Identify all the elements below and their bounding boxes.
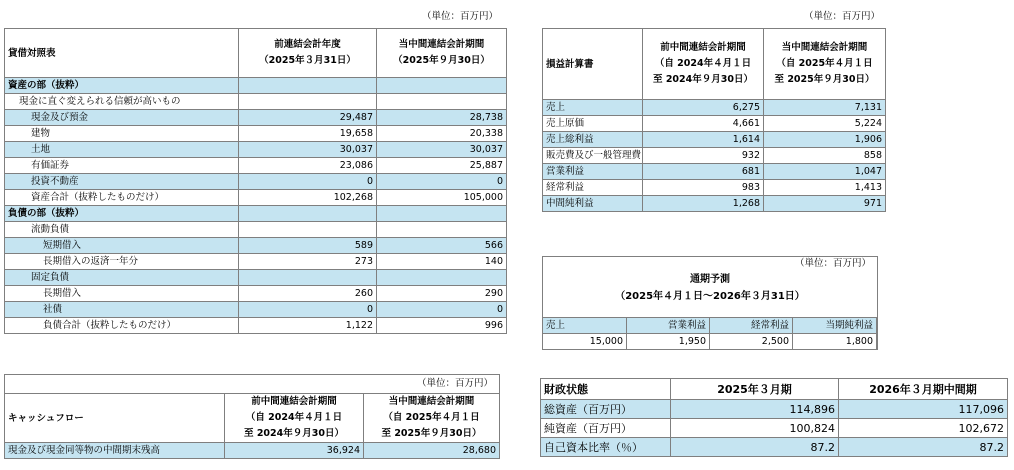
income-row-value-1: 681 [643, 164, 764, 180]
balance-row-value-2: 20,338 [377, 126, 507, 142]
income-row-label: 経常利益 [543, 180, 643, 196]
income-row-value-2: 5,224 [764, 116, 886, 132]
balance-row-value-1 [239, 222, 377, 238]
financial-title: 財政状態 [541, 379, 671, 400]
income-col1-header: 前中間連結会計期間 （自 2024年４月１日 至 2024年９月30日） [643, 29, 764, 100]
income-row [543, 196, 886, 212]
income-col2-header: 当中間連結会計期間 （自 2025年４月１日 至 2025年９月30日） [764, 29, 886, 100]
balance-row-value-1: 0 [239, 174, 377, 190]
forecast-box [542, 256, 878, 350]
balance-row [5, 238, 507, 254]
income-row-label: 売上 [543, 100, 643, 116]
cashflow-panel [4, 374, 500, 459]
balance-row-label: 現金及び預金 [5, 110, 239, 126]
balance-row-value-2: 30,037 [377, 142, 507, 158]
forecast-panel [542, 256, 878, 350]
balance-row-value-1 [239, 270, 377, 286]
balance-row-value-1: 23,086 [239, 158, 377, 174]
balance-row-value-2: 28,738 [377, 110, 507, 126]
cashflow-row-value-1: 36,924 [225, 443, 364, 459]
balance-row-label: 建物 [5, 126, 239, 142]
income-row-value-1: 1,614 [643, 132, 764, 148]
balance-row-value-1: 589 [239, 238, 377, 254]
balance-row-value-2: 290 [377, 286, 507, 302]
balance-row-label: 社債 [5, 302, 239, 318]
income-row [543, 180, 886, 196]
balance-row [5, 286, 507, 302]
forecast-header-cell: 売上 [543, 318, 627, 334]
financial-row-value-2: 102,672 [839, 419, 1008, 438]
income-row-label: 中間純利益 [543, 196, 643, 212]
forecast-value-cell: 1,800 [793, 334, 877, 350]
balance-col1-header: 前連結会計年度 （2025年３月31日） [239, 29, 377, 78]
balance-row [5, 270, 507, 286]
cashflow-unit-label: （単位：百万円） [416, 378, 493, 389]
balance-row-value-2: 105,000 [377, 190, 507, 206]
financial-row-value-1: 87.2 [671, 438, 839, 457]
balance-row-label: 固定負債 [5, 270, 239, 286]
balance-row-value-1: 0 [239, 302, 377, 318]
balance-row-value-2: 25,887 [377, 158, 507, 174]
income-row [543, 164, 886, 180]
balance-row [5, 206, 507, 222]
financial-position-panel [540, 378, 1008, 457]
balance-row-value-2: 140 [377, 254, 507, 270]
forecast-table [542, 317, 877, 350]
financial-row [541, 400, 1008, 419]
balance-row-value-2 [377, 78, 507, 94]
financial-row-value-1: 100,824 [671, 419, 839, 438]
balance-row-label: 長期借入 [5, 286, 239, 302]
financial-row [541, 419, 1008, 438]
income-statement-panel [542, 6, 886, 212]
income-statement-table [542, 28, 886, 212]
balance-row-label: 投資不動産 [5, 174, 239, 190]
balance-unit-label: （単位：百万円） [421, 11, 498, 22]
forecast-header-cell: 営業利益 [627, 318, 710, 334]
balance-row-value-2: 0 [377, 174, 507, 190]
balance-row [5, 222, 507, 238]
financial-col1-header: 2025年３月期 [671, 379, 839, 400]
balance-row-label: 資産合計（抜粋したものだけ） [5, 190, 239, 206]
cashflow-title: キャッシュフロー [5, 394, 225, 443]
balance-row-label: 負債の部（抜粋） [5, 206, 239, 222]
cashflow-col2-header: 当中間連結会計期間 （自 2025年４月１日 至 2025年９月30日） [364, 394, 500, 443]
cashflow-table [4, 393, 500, 459]
financial-position-table [540, 378, 1008, 457]
balance-row-value-1 [239, 94, 377, 110]
financial-col2-header: 2026年３月期中間期 [839, 379, 1008, 400]
financial-row-value-2: 87.2 [839, 438, 1008, 457]
forecast-header-row [543, 318, 877, 334]
balance-row-value-1: 29,487 [239, 110, 377, 126]
balance-row-label: 短期借入 [5, 238, 239, 254]
balance-row-value-2 [377, 270, 507, 286]
cashflow-row [5, 443, 500, 459]
balance-row-value-2: 996 [377, 318, 507, 334]
balance-row-value-1 [239, 78, 377, 94]
balance-row [5, 190, 507, 206]
balance-row-value-1: 260 [239, 286, 377, 302]
balance-row-value-1: 30,037 [239, 142, 377, 158]
forecast-unit-label: （単位：百万円） [794, 258, 871, 269]
balance-row-value-1: 19,658 [239, 126, 377, 142]
balance-sheet-table [4, 28, 507, 334]
balance-row-label: 長期借入の返済一年分 [5, 254, 239, 270]
income-row-value-2: 971 [764, 196, 886, 212]
balance-row [5, 158, 507, 174]
income-row-label: 売上原価 [543, 116, 643, 132]
cashflow-box [4, 374, 500, 459]
balance-row-value-1: 1,122 [239, 318, 377, 334]
forecast-period: （2025年４月１日～2026年３月31日） [615, 291, 805, 302]
balance-sheet-panel [4, 6, 506, 334]
income-row [543, 148, 886, 164]
balance-row [5, 78, 507, 94]
balance-row [5, 254, 507, 270]
balance-row [5, 110, 507, 126]
income-row [543, 100, 886, 116]
balance-row [5, 126, 507, 142]
income-row-label: 売上総利益 [543, 132, 643, 148]
income-row-value-2: 1,047 [764, 164, 886, 180]
financial-row-label: 自己資本比率（％） [541, 438, 671, 457]
forecast-header-cell: 経常利益 [710, 318, 793, 334]
balance-row-label: 流動負債 [5, 222, 239, 238]
cashflow-row-label: 現金及び現金同等物の中間期末残高 [5, 443, 225, 459]
forecast-value-row [543, 334, 877, 350]
income-row-label: 販売費及び一般管理費 [543, 148, 643, 164]
financial-row-value-2: 117,096 [839, 400, 1008, 419]
balance-row-value-2: 566 [377, 238, 507, 254]
financial-row-label: 総資産（百万円） [541, 400, 671, 419]
income-row-value-1: 4,661 [643, 116, 764, 132]
balance-row [5, 142, 507, 158]
balance-row-label: 土地 [5, 142, 239, 158]
balance-row-value-1: 273 [239, 254, 377, 270]
cashflow-col1-header: 前中間連結会計期間 （自 2024年４月１日 至 2024年９月30日） [225, 394, 364, 443]
income-row-value-2: 7,131 [764, 100, 886, 116]
forecast-header-cell: 当期純利益 [793, 318, 877, 334]
balance-row [5, 318, 507, 334]
balance-row-value-1: 102,268 [239, 190, 377, 206]
income-row-value-2: 1,413 [764, 180, 886, 196]
forecast-value-cell: 15,000 [543, 334, 627, 350]
income-row [543, 116, 886, 132]
balance-row-label: 現金に直ぐ変えられる信頼が高いもの [5, 94, 239, 110]
financial-row-value-1: 114,896 [671, 400, 839, 419]
balance-row-label: 資産の部（抜粋） [5, 78, 239, 94]
balance-row-label: 有価証券 [5, 158, 239, 174]
forecast-value-cell: 2,500 [710, 334, 793, 350]
income-row-value-2: 1,906 [764, 132, 886, 148]
balance-row [5, 174, 507, 190]
income-row-value-1: 6,275 [643, 100, 764, 116]
income-title: 損益計算書 [543, 29, 643, 100]
forecast-title: 通期予測 [690, 274, 730, 285]
financial-row-label: 純資産（百万円） [541, 419, 671, 438]
income-row-value-2: 858 [764, 148, 886, 164]
income-row-value-1: 983 [643, 180, 764, 196]
balance-row-value-2: 0 [377, 302, 507, 318]
income-row-label: 営業利益 [543, 164, 643, 180]
balance-title: 貸借対照表 [5, 29, 239, 78]
income-row-value-1: 1,268 [643, 196, 764, 212]
balance-row-label: 負債合計（抜粋したものだけ） [5, 318, 239, 334]
balance-row-value-2 [377, 222, 507, 238]
balance-row-value-2 [377, 206, 507, 222]
income-row-value-1: 932 [643, 148, 764, 164]
income-unit-label: （単位：百万円） [803, 11, 880, 22]
balance-row-value-2 [377, 94, 507, 110]
forecast-value-cell: 1,950 [627, 334, 710, 350]
income-row [543, 132, 886, 148]
financial-row [541, 438, 1008, 457]
balance-col2-header: 当中間連結会計期間 （2025年９月30日） [377, 29, 507, 78]
balance-row [5, 302, 507, 318]
cashflow-row-value-2: 28,680 [364, 443, 500, 459]
balance-row [5, 94, 507, 110]
balance-row-value-1 [239, 206, 377, 222]
